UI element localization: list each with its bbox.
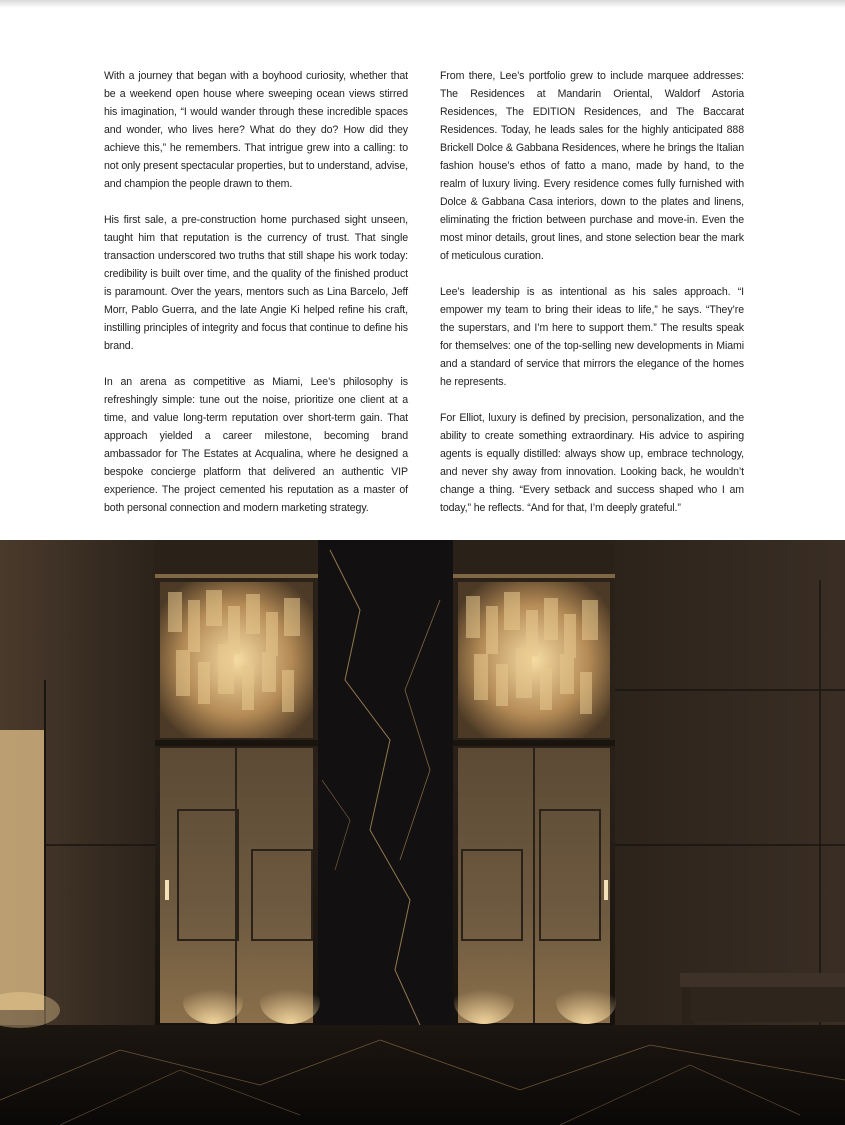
paragraph: In an arena as competitive as Miami, Lee’s philosophy is refreshingly simple: tune out the noise, prioritize one client at a time, and value long-term reputation over short-term gain. That approach yielded a career milestone, becoming brand ambassador for The Estates at Acqualina, where he designed a bespoke concierge platform that delivered an authentic VIP experience. The project cemented his reputation as a master of both personal connection and modern marketing strategy.: [104, 376, 408, 514]
article-column-right: [440, 67, 744, 535]
paragraph: Lee’s leadership is as intentional as his sales approach. “I empower my team to bring their ideas to life,” he says. “They’re the superstars, and I’m here to support them.” The results speak for themselves: one of the top-selling new developments in Miami and a standard of service that mirrors the elegance of the homes he represents.: [440, 286, 744, 388]
article-column-left: [104, 67, 408, 535]
paragraph: His first sale, a pre-construction home purchased sight unseen, taught him that reputation is the currency of trust. That single transaction underscored two truths that still shape his work today: credibility is built over time, and the quality of the finished product is paramount. Over the years, mentors such as Lina Barcelo, Jeff Morr, Pablo Guerra, and the late Angie Ki helped refine his craft, instilling principles of integrity and focus that continue to define his brand.: [104, 214, 408, 352]
paragraph: For Elliot, luxury is defined by precision, personalization, and the ability to create something extraordinary. His advice to aspiring agents is equally distilled: always show up, embrace technology, and never shy away from innovation. Looking back, he wouldn’t change a thing. “Every setback and success shaped who I am today,” he reflects. “And for that, I’m deeply grateful.”: [440, 412, 744, 514]
page-top-shadow: [0, 0, 845, 8]
lobby-photo: [0, 540, 845, 1125]
paragraph: From there, Lee’s portfolio grew to include marquee addresses: The Residences at Mandarin Oriental, Waldorf Astoria Residences, The EDITION Residences, and The Baccarat Residences. Today, he leads sales for the highly anticipated 888 Brickell Dolce & Gabbana Residences, where he brings the Italian fashion house’s ethos of fatto a mano, made by hand, to the realm of luxury living. Every residence comes fully furnished with Dolce & Gabbana Casa interiors, down to the plates and linens, eliminating the friction between purchase and move-in. Even the most minor details, grout lines, and stone selection bear the mark of meticulous curation.: [440, 70, 744, 262]
paragraph: With a journey that began with a boyhood curiosity, whether that be a weekend open house where sweeping ocean views stirred his imagination, “I would wander through these incredible spaces and wonder, who lives here? What do they do? How did they achieve this,” he remembers. That intrigue grew into a calling: to not only present spectacular properties, but to understand, advise, and champion the people drawn to them.: [104, 70, 408, 190]
lobby-illustration: [0, 540, 845, 1125]
